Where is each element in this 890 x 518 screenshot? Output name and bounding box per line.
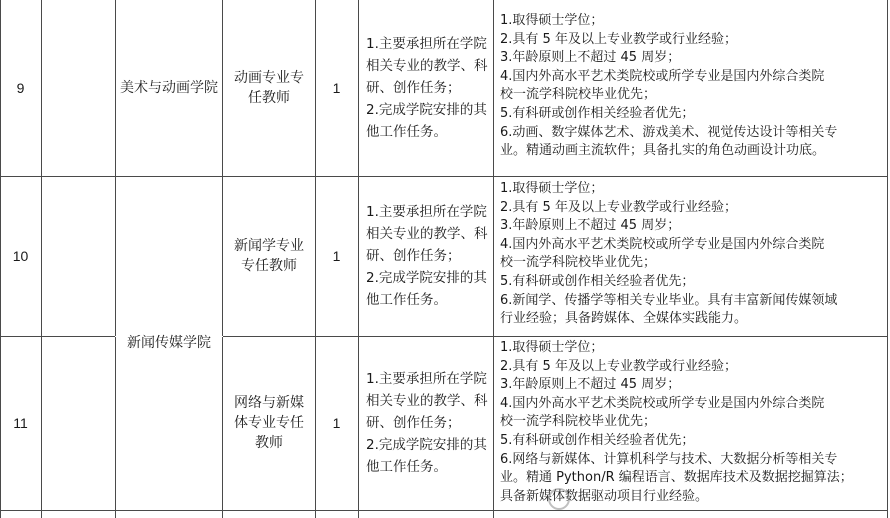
requirement-line: 3.年龄原则上不超过 45 周岁； <box>500 50 681 66</box>
job-requirements <box>500 12 885 161</box>
wechat-logo-icon <box>548 488 570 510</box>
requirement-line: 2.具有 5 年及以上专业教学或行业经验； <box>500 199 737 215</box>
job-duties: 1.主要承担所在学院相关专业的教学、科研、创作任务； 2.完成学院安排的其他工作任务。 <box>366 36 488 140</box>
requirement-line: 5.有科研或创作相关经验者优先； <box>500 105 695 121</box>
requirement-line: 6.动画、数字媒体艺术、游戏美术、视觉传达设计等相关专 <box>500 124 838 140</box>
requirement-line: 4.国内外高水平艺术类院校或所学专业是国内外综合类院 <box>500 236 825 252</box>
requirement-line: 4.国内外高水平艺术类院校或所学专业是国内外综合类院 <box>500 68 825 84</box>
col-divider <box>493 0 494 518</box>
table-border-right <box>887 0 888 518</box>
job-requirements <box>500 180 885 329</box>
requirement-line: 6.新闻学、传播学等相关专业毕业。具有丰富新闻传媒领域 <box>500 292 838 308</box>
row-number: 10 <box>12 248 29 264</box>
requirement-line: 1.取得硕士学位； <box>500 181 604 196</box>
headcount: 1 <box>332 80 341 96</box>
headcount: 1 <box>332 248 341 264</box>
job-duties: 1.主要承担所在学院相关专业的教学、科研、创作任务； 2.完成学院安排的其他工作任务。 <box>366 371 488 475</box>
position-title: 网络与新媒体专业专任教师 <box>234 395 304 451</box>
col-divider <box>41 0 42 518</box>
requirement-line: 校一流学科院校毕业优先； <box>500 87 657 103</box>
college-name: 美术与动画学院 <box>120 80 218 96</box>
requirement-line: 校一流学科院校毕业优先； <box>500 255 657 271</box>
college-name: 新闻传媒学院 <box>127 335 211 351</box>
requirement-line: 5.有科研或创作相关经验者优先； <box>500 432 695 448</box>
requirement-line: 业。精通动画主流软件；具备扎实的角色动画设计功底。 <box>500 143 826 159</box>
requirement-line: 5.有科研或创作相关经验者优先； <box>500 273 695 289</box>
requirement-line: 1.取得硕士学位； <box>500 340 604 355</box>
requirement-line: 具备新媒体数据驱动项目行业经验。 <box>500 488 709 504</box>
col-divider <box>358 0 359 518</box>
requirement-line: 行业经验；具备跨媒体、全媒体实践能力。 <box>500 311 748 327</box>
col-divider <box>222 0 223 518</box>
row-number: 9 <box>16 80 25 96</box>
position-title: 新闻学专业专任教师 <box>234 238 304 274</box>
requirement-line: 业。精通 Python/R 编程语言、数据库技术及数据挖掘算法； <box>500 470 853 486</box>
requirement-line: 6.网络与新媒体、计算机科学与技术、大数据分析等相关专 <box>500 451 838 467</box>
requirement-line: 2.具有 5 年及以上专业教学或行业经验； <box>500 31 737 47</box>
headcount: 1 <box>332 415 341 431</box>
job-requirements <box>500 339 885 506</box>
requirement-line: 3.年龄原则上不超过 45 周岁； <box>500 377 681 393</box>
requirement-line: 校一流学科院校毕业优先； <box>500 414 657 430</box>
col-divider <box>115 0 116 518</box>
requirement-line: 2.具有 5 年及以上专业教学或行业经验； <box>500 358 737 374</box>
position-title: 动画专业专任教师 <box>234 70 304 106</box>
watermark <box>548 488 570 510</box>
requirement-line: 4.国内外高水平艺术类院校或所学专业是国内外综合类院 <box>500 395 825 411</box>
table-border-bottom <box>0 510 888 511</box>
requirement-line: 3.年龄原则上不超过 45 周岁； <box>500 218 681 234</box>
job-duties: 1.主要承担所在学院相关专业的教学、科研、创作任务； 2.完成学院安排的其他工作任务。 <box>366 204 488 308</box>
row-number: 11 <box>13 415 28 431</box>
requirement-line: 1.取得硕士学位； <box>500 13 604 28</box>
